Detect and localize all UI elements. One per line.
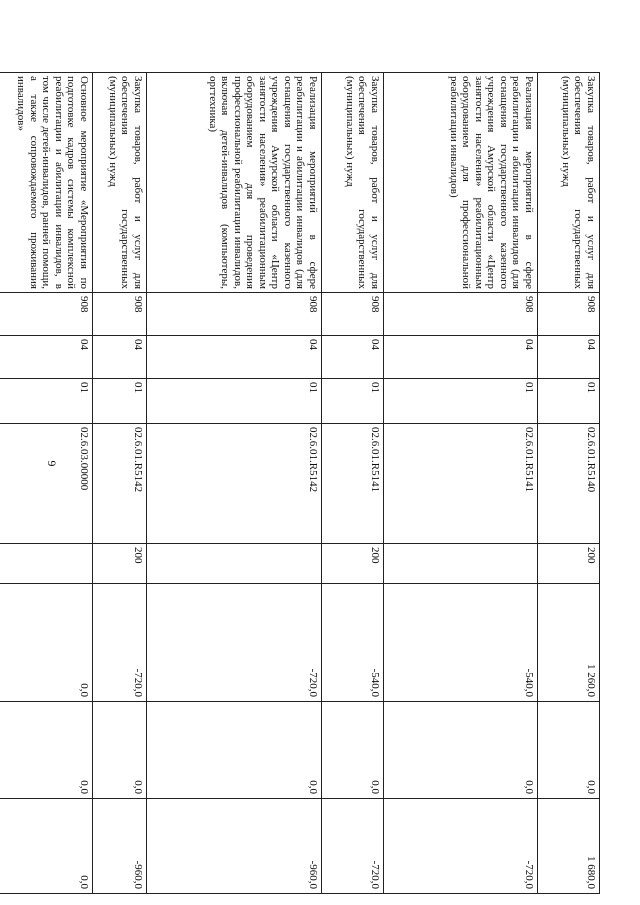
- cell-section: 04: [384, 336, 538, 379]
- table-row: [147, 73, 322, 894]
- cell-amount1: 1 260,0: [538, 584, 600, 702]
- cell-description: Основное мероприятие «Мероприятия по подготовке кадров системы комплексной реабилитации и абилитации инвалидов, в том числе детей-инвалидов, ранней помощи, а также сопровождаемого проживания инвалидов»: [0, 73, 93, 293]
- table-row: [538, 73, 600, 894]
- cell-ministry: 908: [147, 293, 322, 336]
- cell-description: Реализация мероприятий в сфере реабилитации и абилитации инвалидов (для оснащения государственного казенного учреждения Амурской области «Центр занятости населения» реабилитационным оборудованием для профессиональной реабилитации инвалидов): [384, 73, 538, 293]
- cell-section: 04: [147, 336, 322, 379]
- table-row: [93, 73, 147, 894]
- cell-subsection: 01: [0, 379, 93, 424]
- cell-expense-type: 200: [322, 544, 384, 584]
- cell-expense-type: [384, 544, 538, 584]
- cell-section: 04: [93, 336, 147, 379]
- cell-amount2: 0,0: [538, 702, 600, 799]
- cell-description: Закупка товаров, работ и услуг для обеспечения государственных (муниципальных) нужд: [322, 73, 384, 293]
- cell-subsection: 01: [93, 379, 147, 424]
- cell-subsection: 01: [322, 379, 384, 424]
- cell-subsection: 01: [384, 379, 538, 424]
- cell-expense-type: [147, 544, 322, 584]
- cell-section: 04: [0, 336, 93, 379]
- cell-amount1: -540,0: [384, 584, 538, 702]
- rotated-page: [15, 72, 600, 893]
- cell-expense-type: [0, 544, 93, 584]
- cell-expense-type: 200: [538, 544, 600, 584]
- cell-description: Закупка товаров, работ и услуг для обеспечения государственных (муниципальных) нужд: [93, 73, 147, 293]
- cell-amount1: 0,0: [0, 584, 93, 702]
- page-number: 6: [44, 460, 59, 467]
- cell-target-article: 02.6.01.R5142: [147, 424, 322, 544]
- cell-amount3: -720,0: [384, 799, 538, 894]
- cell-subsection: 01: [147, 379, 322, 424]
- table-row: [384, 73, 538, 894]
- cell-amount1: -720,0: [93, 584, 147, 702]
- cell-ministry: 908: [384, 293, 538, 336]
- cell-amount3: -960,0: [147, 799, 322, 894]
- budget-table: [0, 72, 600, 894]
- cell-expense-type: 200: [93, 544, 147, 584]
- cell-target-article: 02.6.01.R5140: [538, 424, 600, 544]
- cell-section: 04: [322, 336, 384, 379]
- cell-amount1: -540,0: [322, 584, 384, 702]
- table-row: [0, 73, 93, 894]
- cell-amount3: 1 680,0: [538, 799, 600, 894]
- cell-amount2: 0,0: [0, 702, 93, 799]
- cell-target-article: 02.6.01.R5141: [384, 424, 538, 544]
- cell-target-article: 02.6.01.R5141: [322, 424, 384, 544]
- cell-amount2: 0,0: [384, 702, 538, 799]
- cell-amount3: 0,0: [0, 799, 93, 894]
- cell-ministry: 908: [0, 293, 93, 336]
- cell-description: Закупка товаров, работ и услуг для обеспечения государственных (муниципальных) нужд: [538, 73, 600, 293]
- cell-amount1: -720,0: [147, 584, 322, 702]
- cell-ministry: 908: [538, 293, 600, 336]
- cell-ministry: 908: [93, 293, 147, 336]
- cell-amount3: -720,0: [322, 799, 384, 894]
- cell-target-article: 02.6.01.R5142: [93, 424, 147, 544]
- cell-amount2: 0,0: [322, 702, 384, 799]
- table-row: [322, 73, 384, 894]
- cell-description: Реализация мероприятий в сфере реабилитации и абилитации инвалидов (для оснащения государственного казенного учреждения Амурской области «Центр занятости населения» реабилитационным оборудованием для проведения профессиональной реабилитации инвалидов, включая детей-инвалидов (компьютеры, оргтехника): [147, 73, 322, 293]
- cell-amount3: -960,0: [93, 799, 147, 894]
- cell-amount2: 0,0: [147, 702, 322, 799]
- cell-subsection: 01: [538, 379, 600, 424]
- cell-amount2: 0,0: [93, 702, 147, 799]
- cell-target-article: 02.6.03.00000: [0, 424, 93, 544]
- table-body: [0, 73, 600, 894]
- cell-ministry: 908: [322, 293, 384, 336]
- cell-section: 04: [538, 336, 600, 379]
